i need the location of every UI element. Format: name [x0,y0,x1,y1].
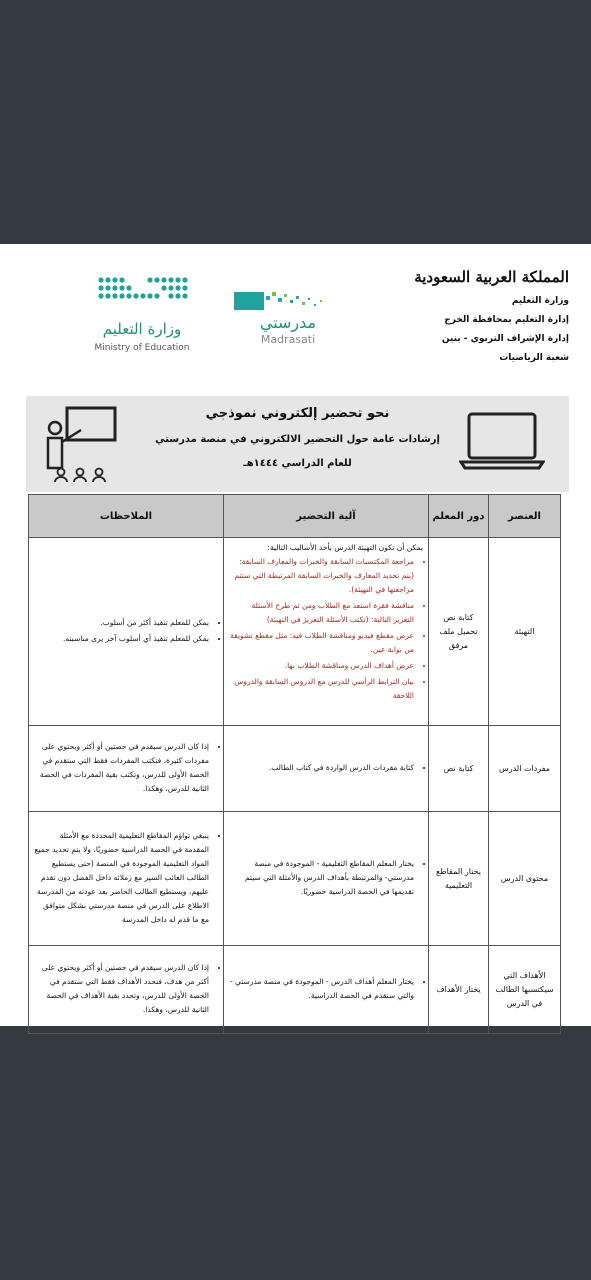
mechanism-list [229,857,423,899]
banner-subtitle: إرشادات عامة حول التحضير الالكتروني في منصة مدرستي [155,434,440,445]
notes-cell [29,538,224,726]
list-item: • مناقشة فقرة استعد مع الطلاب ومن ثم طرح الأسئلة التعزيز التالية: (تكتب الأسئلة التعزيز في التهيئة) [229,599,414,627]
role-cell: كتابة نص تحميل ملف مرفق [429,538,489,726]
title-banner [26,396,569,492]
header-role: دور المعلم [429,495,489,538]
notes-list [34,740,218,796]
list-item: • مراجعة المكتسبات السابقة والخبرات والمعارف السابقة: (يتم تحديد المعارف والخبرات السابقة المرتبطة التي ستتم مراجعتها في التهيئة). [229,555,414,597]
notes-cell [29,812,224,946]
notes-list [34,616,218,646]
madrasati-ar-text: مدرستي [259,313,317,332]
list-item: • يختار المعلم المقاطع التعليمية - الموجودة في منصة مدرستي- والمرتبطة بأهداف الدرس والأمثلة التي سيتم تقديمها في الحصة الدراسية حضوريًا. [229,857,414,899]
table-header-row [29,495,561,538]
moe-en-text: Ministry of Education [94,343,190,353]
header-notes: الملاحظات [29,495,224,538]
banner-year: للعام الدراسي ١٤٤٤هـ [243,458,352,469]
list-item: • عرض مقطع فيديو ومناقشة الطلاب فيه: مثل مقطع تشويقة من بوابة عين. [229,629,414,657]
role-cell: يختار الأهداف [429,946,489,1034]
list-item: • يختار المعلم أهداف الدرس - الموجودة في منصة مدرستي - والتي ستقدم في الحصة الدراسية. [229,975,414,1003]
header-line: وزارة التعليم [511,296,569,306]
list-item: • ينبغي تواؤم المقاطع التعليمية المحددة مع الأمثلة المقدمة في الحصة الدراسية حضوريًا، ولا يتم تحديد جميع المواد التعليمية الموجودة في المنصة (حتى يستطيع الطالب الغائب السير مع زملائه داخل الفصل دون تقدم عليهم، ويستطيع الطالب الحاضر بعد عودته من المدرسة الاطلاع على الدرس في منصة مدرستي بشكل متوافق مع ما قدم له داخل المدرسة [34,829,209,927]
mechanism-cell [224,538,429,726]
notes-list [34,829,218,927]
madrasati-en-text: Madrasati [260,333,316,346]
preparation-table [28,494,561,1034]
notes-list [34,961,218,1017]
list-item: • كتابة مفردات الدرس الواردة في كتاب الطالب. [229,761,414,775]
header-mechanism: آلية التحضير [224,495,429,538]
table-row [29,946,561,1034]
document-page [0,244,591,1026]
element-cell: محتوى الدرس [489,812,561,946]
table-row [29,726,561,812]
kingdom-title: المملكة العربية السعودية [414,268,569,286]
mechanism-cell [224,812,429,946]
element-cell: التهيئة [489,538,561,726]
banner-title: نحو تحضير إلكتروني نموذجي [205,406,390,421]
header-line: شعبة الرياضيات [499,353,569,363]
table-row [29,538,561,726]
role-cell: كتابة نص [429,726,489,812]
role-cell: يختار المقاطع التعليمية [429,812,489,946]
header-line: إدارة التعليم بمحافظة الخرج [444,315,569,325]
mechanism-cell [224,946,429,1034]
notes-cell [29,946,224,1034]
list-item: • بيان الترابط الرأسي للدرس مع الدروس السابقة والدروس اللاحقة [229,675,414,703]
list-item: • إذا كان الدرس سيقدم في حصتين أو أكثر ويحتوي على أكثر من هدف، فتحدد الأهداف فقط التي ستقدم في الحصة الأولى للدرس، وتحدد بقية الأهداف في الحصة الثانية للدرس، وهكذا. [34,961,209,1017]
list-item: • يمكن للمعلم تنفيذ أكثر من أسلوب. [34,616,209,630]
mechanism-cell [224,726,429,812]
notes-cell [29,726,224,812]
mechanism-intro: يمكن أن تكون التهيئة الدرس بأحد الأساليب التالية: [267,543,423,552]
table-row [29,812,561,946]
header-element: العنصر [489,495,561,538]
laptop-icon [459,410,545,472]
list-item: • يمكن للمعلم تنفيذ أي أسلوب آخر يرى مناسبته. [34,632,209,646]
ministry-header [414,268,569,368]
element-cell: مفردات الدرس [489,726,561,812]
list-item: • إذا كان الدرس سيقدم في حصتين أو أكثر ويحتوي على مفردات كثيرة، فتكتب المفردات فقط التي ستقدم في الحصة الأولى للدرس، وتكتب بقية المفردات في الحصة الثانية للدرس، وهكذا. [34,740,209,796]
mechanism-list [229,975,423,1003]
element-cell: الأهداف التي سيكتسبها الطالب في الدرس [489,946,561,1034]
moe-logo [46,274,196,354]
mechanism-list [229,761,423,775]
list-item: • عرض أهداف الدرس ومناقشة الطلاب بها. [229,659,414,673]
moe-ar-text: وزارة التعليم [102,320,182,338]
header-line: إدارة الإشراف التربوي - بنين [441,334,569,344]
madrasati-logo [232,288,344,348]
mechanism-list [229,555,423,703]
